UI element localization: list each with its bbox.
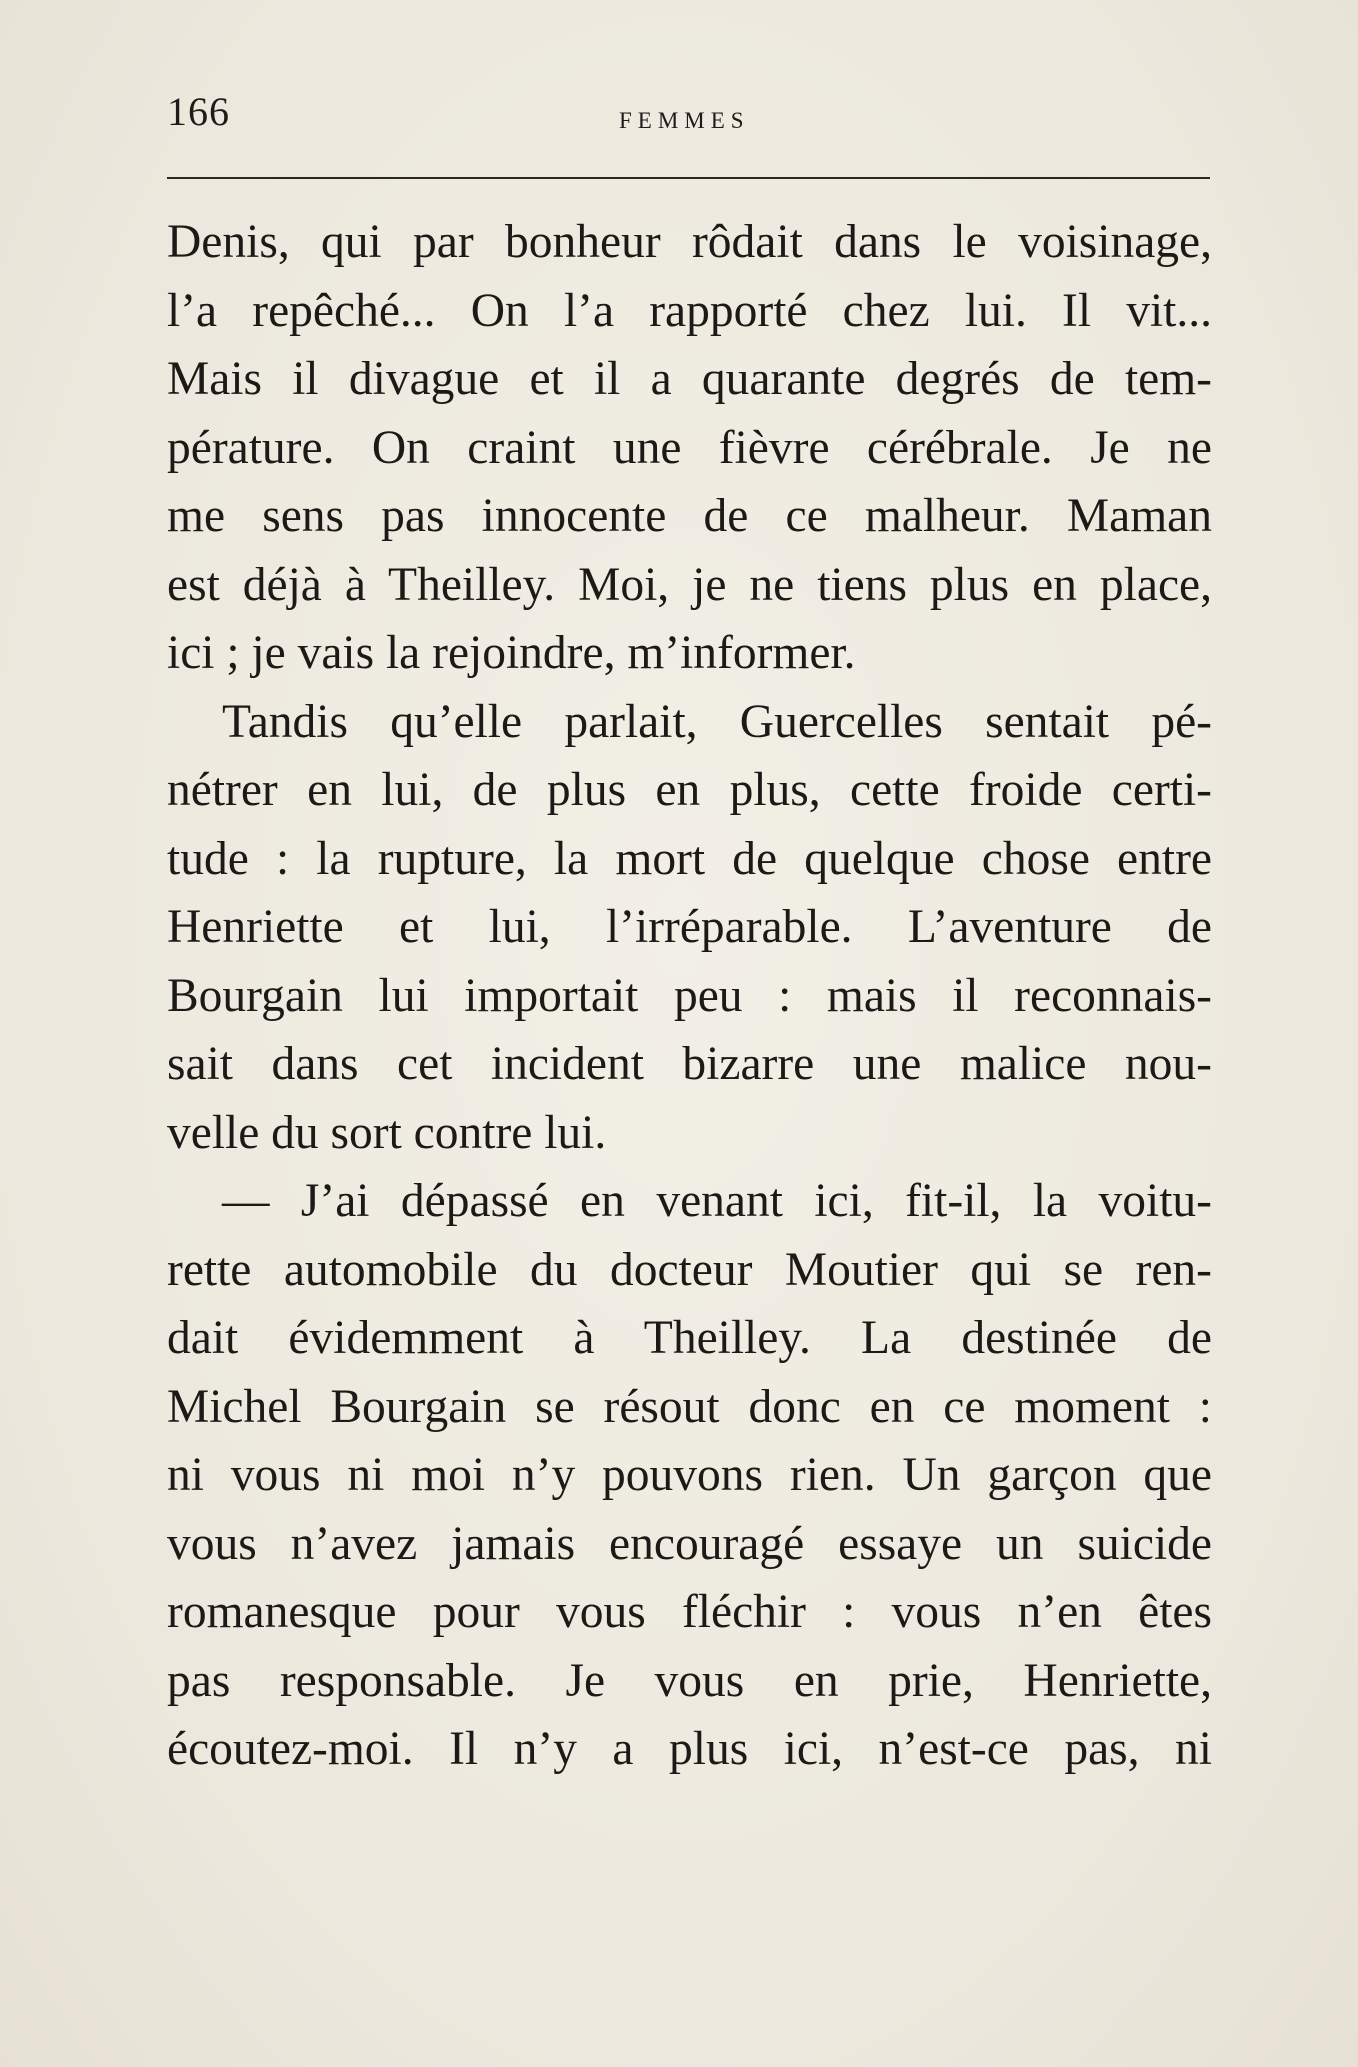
- text-line: romanesque pour vous fléchir : vous n’en êtes: [167, 1586, 1212, 1638]
- text-line: pérature. On craint une fièvre cérébrale. Je ne: [167, 421, 1212, 474]
- text-line: Henriette et lui, l’irréparable. L’aventure de: [167, 901, 1212, 953]
- text-line: nétrer en lui, de plus en plus, cette froide certi-: [167, 764, 1212, 816]
- text-line: dait évidemment à Theilley. La destinée de: [167, 1312, 1212, 1364]
- text-line: sait dans cet incident bizarre une malice nou-: [167, 1038, 1212, 1090]
- text-line: tude : la rupture, la mort de quelque chose entre: [167, 832, 1212, 885]
- running-title: FEMMES: [619, 108, 750, 133]
- text-line: Mais il divague et il a quarante degrés de tem-: [167, 353, 1212, 405]
- text-line: ici ; je vais la rejoindre, m’informer.: [167, 627, 856, 679]
- body-text: [167, 208, 1212, 1784]
- page-number: 166: [167, 89, 230, 134]
- text-line: velle du sort contre lui.: [167, 1106, 607, 1159]
- text-line: ni vous ni moi n’y pouvons rien. Un garçon que: [167, 1449, 1212, 1501]
- text-line: vous n’avez jamais encouragé essaye un suicide: [167, 1517, 1212, 1570]
- page-header: [167, 88, 1212, 148]
- text-line: l’a repêché... On l’a rapporté chez lui. Il vit...: [167, 284, 1212, 337]
- text-line: Tandis qu’elle parlait, Guercelles sentait pé-: [222, 695, 1212, 748]
- text-line: écoutez-moi. Il n’y a plus ici, n’est-ce pas, ni: [167, 1723, 1212, 1775]
- header-rule: [167, 177, 1210, 179]
- text-line: pas responsable. Je vous en prie, Henriette,: [167, 1654, 1212, 1707]
- text-line: Michel Bourgain se résout donc en ce moment :: [167, 1380, 1212, 1433]
- text-line: Bourgain lui importait peu : mais il reconnais-: [167, 969, 1212, 1022]
- text-line: — J’ai dépassé en venant ici, fit-il, la voitu-: [222, 1175, 1212, 1227]
- text-line: est déjà à Theilley. Moi, je ne tiens plus en place,: [167, 558, 1212, 611]
- text-line: Denis, qui par bonheur rôdait dans le voisinage,: [167, 216, 1212, 268]
- text-line: rette automobile du docteur Moutier qui se ren-: [167, 1243, 1212, 1296]
- text-line: me sens pas innocente de ce malheur. Maman: [167, 490, 1212, 542]
